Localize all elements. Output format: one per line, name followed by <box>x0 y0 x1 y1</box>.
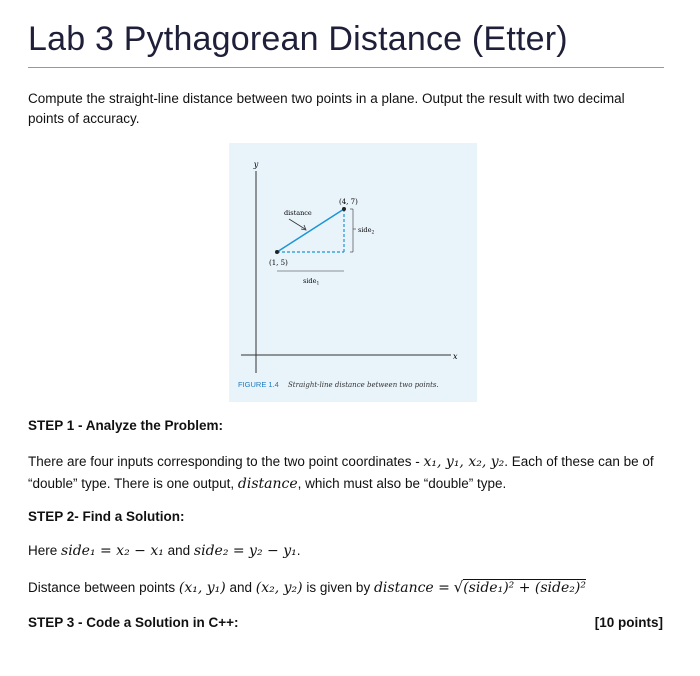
step2-side-definitions: Here side₁ = x₂ − x₁ and side₂ = y₂ − y₁. <box>28 543 301 559</box>
distance-formula-radicand: (side₁)² + (side₂)² <box>463 580 586 596</box>
page-title: Lab 3 Pythagorean Distance (Etter) <box>28 20 568 58</box>
distance-formula-lhs: distance = <box>373 580 450 596</box>
step3-heading: STEP 3 - Code a Solution in C++: <box>28 615 239 630</box>
points-value: [10 points] <box>594 615 663 630</box>
point-b-dot <box>342 207 346 211</box>
side2-label: side$_2$ <box>358 226 375 236</box>
output-variable: distance <box>237 476 298 492</box>
figure-caption-prefix: FIGURE 1.4 <box>238 380 279 389</box>
intro-text: Compute the straight-line distance between two points in a plane. Output the result with two decimal points of accuracy. <box>28 91 625 126</box>
step2-distance-formula: Distance between points (x₁, y₁) and (x₂, y₂) is given by distance = √(side₁)² + (side₂)² <box>28 578 586 596</box>
title-divider <box>28 67 664 68</box>
side1-label: side$_1$ <box>303 277 320 287</box>
figure-panel <box>229 143 477 402</box>
point-a-dot <box>275 250 279 254</box>
y-axis-label: y <box>253 160 259 169</box>
x-axis-label: x <box>453 352 458 361</box>
input-variables: x₁, y₁, x₂, y₂ <box>423 454 505 470</box>
side1-equation: side₁ = x₂ − x₁ <box>61 543 164 559</box>
figure-caption-text: Straight-line distance between two points. <box>288 381 439 389</box>
distance-label: distance <box>284 209 312 217</box>
step1-paragraph: There are four inputs corresponding to the two point coordinates - x₁, y₁, x₂, y₂. Each of these can be of “double” type. There is one output, distance, which must also be “double” type. <box>28 454 654 492</box>
sqrt-symbol: √ <box>453 578 464 596</box>
point-a-label: (1, 5) <box>269 259 288 267</box>
side2-equation: side₂ = y₂ − y₁ <box>193 543 297 559</box>
point-b-label: (4, 7) <box>339 198 358 206</box>
step2-heading: STEP 2- Find a Solution: <box>28 509 185 524</box>
distance-diagram <box>229 143 477 402</box>
distance-pointer <box>289 219 305 229</box>
step1-heading: STEP 1 - Analyze the Problem: <box>28 418 224 433</box>
